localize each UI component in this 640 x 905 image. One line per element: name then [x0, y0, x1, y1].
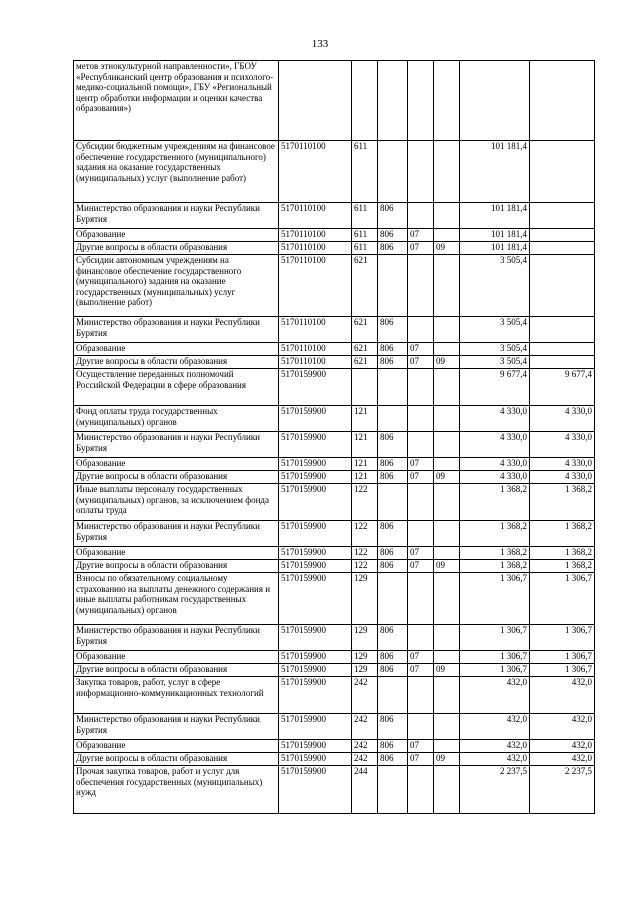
cell-subsection-code	[434, 521, 460, 547]
cell-amount-2: 9 677,4	[530, 369, 595, 406]
cell-ministry-code: 806	[378, 560, 408, 573]
cell-ministry-code	[378, 484, 408, 521]
cell-amount-2	[530, 141, 595, 203]
cell-target-code: 5170159900	[279, 432, 352, 458]
table-body	[74, 61, 595, 814]
cell-expense-type: 242	[352, 753, 378, 766]
table-row	[74, 242, 595, 255]
cell-ministry-code: 806	[378, 651, 408, 664]
cell-subsection-code	[434, 141, 460, 203]
table-row	[74, 203, 595, 229]
cell-section-code	[408, 484, 434, 521]
cell-ministry-code: 806	[378, 625, 408, 651]
cell-target-code: 5170159900	[279, 677, 352, 714]
table-row	[74, 471, 595, 484]
cell-section-code	[408, 677, 434, 714]
cell-amount-1: 3 505,4	[460, 356, 530, 369]
cell-amount-1: 1 368,2	[460, 547, 530, 560]
cell-amount-2: 1 368,2	[530, 484, 595, 521]
cell-expense-type: 621	[352, 343, 378, 356]
cell-ministry-code	[378, 766, 408, 814]
cell-expense-type: 121	[352, 471, 378, 484]
cell-section-code: 07	[408, 458, 434, 471]
cell-expense-type: 121	[352, 458, 378, 471]
cell-row-name: Министерство образования и науки Республики Бурятия	[74, 432, 279, 458]
cell-row-name: Образование	[74, 740, 279, 753]
cell-amount-2: 4 330,0	[530, 432, 595, 458]
cell-expense-type: 611	[352, 229, 378, 242]
table-row	[74, 521, 595, 547]
cell-expense-type: 122	[352, 521, 378, 547]
cell-row-name: Другие вопросы в области образования	[74, 753, 279, 766]
cell-expense-type: 242	[352, 740, 378, 753]
cell-target-code: 5170159900	[279, 471, 352, 484]
cell-target-code: 5170110100	[279, 203, 352, 229]
cell-section-code: 07	[408, 547, 434, 560]
cell-section-code	[408, 317, 434, 343]
cell-ministry-code: 806	[378, 471, 408, 484]
table-row	[74, 651, 595, 664]
cell-amount-2: 2 237,5	[530, 766, 595, 814]
cell-ministry-code	[378, 677, 408, 714]
cell-expense-type: 242	[352, 677, 378, 714]
cell-section-code: 07	[408, 740, 434, 753]
cell-ministry-code	[378, 141, 408, 203]
cell-subsection-code	[434, 458, 460, 471]
cell-target-code: 5170110100	[279, 343, 352, 356]
cell-amount-1: 1 368,2	[460, 521, 530, 547]
cell-expense-type: 122	[352, 547, 378, 560]
cell-section-code: 07	[408, 229, 434, 242]
cell-amount-2	[530, 356, 595, 369]
cell-section-code: 07	[408, 664, 434, 677]
cell-amount-1: 432,0	[460, 677, 530, 714]
cell-amount-2: 1 368,2	[530, 521, 595, 547]
cell-subsection-code	[434, 677, 460, 714]
cell-target-code: 5170110100	[279, 242, 352, 255]
cell-target-code	[279, 61, 352, 141]
cell-subsection-code	[434, 229, 460, 242]
cell-row-name: метов этнокультурной направленности», ГБОУ «Республиканский центр образования и психолого-медико-социальной помощи», ГБУ «Региональный центр обработки информации и оценки качества образования»)	[74, 61, 279, 141]
cell-amount-1: 101 181,4	[460, 229, 530, 242]
cell-ministry-code: 806	[378, 714, 408, 740]
cell-row-name: Фонд оплаты труда государственных (муниципальных) органов	[74, 406, 279, 432]
cell-ministry-code: 806	[378, 458, 408, 471]
cell-amount-1: 3 505,4	[460, 255, 530, 317]
cell-expense-type: 611	[352, 203, 378, 229]
cell-ministry-code: 806	[378, 203, 408, 229]
table-row	[74, 753, 595, 766]
cell-section-code	[408, 255, 434, 317]
cell-amount-2: 1 368,2	[530, 560, 595, 573]
cell-amount-2	[530, 255, 595, 317]
cell-target-code: 5170159900	[279, 651, 352, 664]
cell-section-code: 07	[408, 471, 434, 484]
table-row	[74, 343, 595, 356]
cell-section-code: 07	[408, 242, 434, 255]
cell-row-name: Другие вопросы в области образования	[74, 356, 279, 369]
cell-target-code: 5170159900	[279, 406, 352, 432]
cell-expense-type: 129	[352, 664, 378, 677]
cell-target-code: 5170159900	[279, 573, 352, 625]
cell-expense-type: 621	[352, 317, 378, 343]
cell-amount-1: 9 677,4	[460, 369, 530, 406]
cell-section-code	[408, 573, 434, 625]
cell-row-name: Прочая закупка товаров, работ и услуг для обеспечения государственных (муниципальных) нужд	[74, 766, 279, 814]
cell-amount-1: 101 181,4	[460, 242, 530, 255]
cell-expense-type: 129	[352, 573, 378, 625]
cell-amount-1: 432,0	[460, 740, 530, 753]
table-row	[74, 229, 595, 242]
cell-expense-type: 621	[352, 356, 378, 369]
cell-subsection-code	[434, 766, 460, 814]
cell-row-name: Другие вопросы в области образования	[74, 471, 279, 484]
cell-expense-type	[352, 61, 378, 141]
cell-target-code: 5170159900	[279, 753, 352, 766]
cell-subsection-code	[434, 317, 460, 343]
cell-row-name: Другие вопросы в области образования	[74, 242, 279, 255]
cell-amount-1: 2 237,5	[460, 766, 530, 814]
cell-amount-1: 432,0	[460, 714, 530, 740]
table-row	[74, 677, 595, 714]
cell-target-code: 5170159900	[279, 766, 352, 814]
cell-amount-2: 432,0	[530, 714, 595, 740]
cell-amount-1: 1 306,7	[460, 664, 530, 677]
cell-amount-2	[530, 61, 595, 141]
cell-row-name: Субсидии автономным учреждениям на финансовое обеспечение государственного (муниципального) задания на оказание государственных (муниципальных) услуг (выполнение работ)	[74, 255, 279, 317]
cell-row-name: Иные выплаты персоналу государственных (муниципальных) органов, за исключением фонда оплаты труда	[74, 484, 279, 521]
cell-row-name: Закупка товаров, работ, услуг в сфере информационно-коммуникационных технологий	[74, 677, 279, 714]
cell-row-name: Министерство образования и науки Республики Бурятия	[74, 317, 279, 343]
cell-target-code: 5170159900	[279, 625, 352, 651]
cell-target-code: 5170110100	[279, 229, 352, 242]
cell-amount-2	[530, 229, 595, 242]
cell-target-code: 5170159900	[279, 714, 352, 740]
cell-subsection-code: 09	[434, 753, 460, 766]
table-row	[74, 664, 595, 677]
cell-row-name: Образование	[74, 547, 279, 560]
cell-ministry-code	[378, 61, 408, 141]
cell-amount-1: 101 181,4	[460, 203, 530, 229]
cell-ministry-code: 806	[378, 432, 408, 458]
cell-amount-2: 1 306,7	[530, 651, 595, 664]
cell-target-code: 5170110100	[279, 356, 352, 369]
cell-section-code	[408, 766, 434, 814]
cell-amount-1: 3 505,4	[460, 343, 530, 356]
cell-subsection-code	[434, 203, 460, 229]
cell-amount-1: 1 306,7	[460, 651, 530, 664]
cell-amount-1: 1 368,2	[460, 484, 530, 521]
cell-section-code	[408, 61, 434, 141]
budget-table	[73, 60, 595, 814]
cell-subsection-code	[434, 573, 460, 625]
table-row	[74, 141, 595, 203]
cell-subsection-code	[434, 61, 460, 141]
cell-amount-2: 4 330,0	[530, 406, 595, 432]
cell-amount-1: 432,0	[460, 753, 530, 766]
cell-section-code	[408, 406, 434, 432]
cell-row-name: Другие вопросы в области образования	[74, 560, 279, 573]
table-row	[74, 317, 595, 343]
cell-subsection-code	[434, 714, 460, 740]
cell-section-code: 07	[408, 753, 434, 766]
cell-subsection-code	[434, 484, 460, 521]
cell-expense-type: 611	[352, 141, 378, 203]
cell-amount-2	[530, 343, 595, 356]
page-number: 133	[311, 38, 329, 50]
cell-ministry-code: 806	[378, 356, 408, 369]
cell-expense-type: 242	[352, 714, 378, 740]
cell-target-code: 5170159900	[279, 740, 352, 753]
cell-amount-2: 432,0	[530, 677, 595, 714]
cell-section-code	[408, 203, 434, 229]
cell-amount-2	[530, 242, 595, 255]
cell-section-code: 07	[408, 343, 434, 356]
cell-section-code	[408, 625, 434, 651]
cell-expense-type: 121	[352, 406, 378, 432]
cell-amount-1	[460, 61, 530, 141]
cell-row-name: Министерство образования и науки Республики Бурятия	[74, 521, 279, 547]
cell-expense-type: 122	[352, 560, 378, 573]
cell-ministry-code	[378, 369, 408, 406]
cell-amount-1: 4 330,0	[460, 458, 530, 471]
cell-ministry-code	[378, 406, 408, 432]
table-row	[74, 573, 595, 625]
table-row	[74, 61, 595, 141]
cell-section-code	[408, 521, 434, 547]
cell-amount-1: 4 330,0	[460, 406, 530, 432]
cell-amount-2: 432,0	[530, 740, 595, 753]
cell-amount-2: 1 306,7	[530, 573, 595, 625]
cell-ministry-code: 806	[378, 343, 408, 356]
table-row	[74, 625, 595, 651]
cell-section-code	[408, 432, 434, 458]
cell-subsection-code: 09	[434, 664, 460, 677]
table-row	[74, 714, 595, 740]
cell-section-code: 07	[408, 651, 434, 664]
table-row	[74, 356, 595, 369]
cell-row-name: Взносы по обязательному социальному страхованию на выплаты денежного содержания и иные выплаты работникам государственных (муниципальных) органов	[74, 573, 279, 625]
cell-expense-type	[352, 369, 378, 406]
cell-expense-type: 621	[352, 255, 378, 317]
cell-expense-type: 121	[352, 432, 378, 458]
cell-row-name: Другие вопросы в области образования	[74, 664, 279, 677]
cell-row-name: Министерство образования и науки Республики Бурятия	[74, 714, 279, 740]
cell-row-name: Образование	[74, 229, 279, 242]
cell-amount-2: 1 368,2	[530, 547, 595, 560]
cell-target-code: 5170110100	[279, 141, 352, 203]
cell-ministry-code: 806	[378, 664, 408, 677]
cell-subsection-code	[434, 740, 460, 753]
cell-row-name: Образование	[74, 651, 279, 664]
cell-ministry-code	[378, 255, 408, 317]
cell-target-code: 5170159900	[279, 369, 352, 406]
cell-target-code: 5170159900	[279, 664, 352, 677]
cell-subsection-code	[434, 255, 460, 317]
cell-row-name: Образование	[74, 458, 279, 471]
cell-subsection-code	[434, 625, 460, 651]
cell-amount-1: 4 330,0	[460, 471, 530, 484]
cell-amount-1: 3 505,4	[460, 317, 530, 343]
cell-target-code: 5170159900	[279, 484, 352, 521]
cell-amount-1: 4 330,0	[460, 432, 530, 458]
table-row	[74, 740, 595, 753]
cell-ministry-code: 806	[378, 317, 408, 343]
cell-section-code	[408, 141, 434, 203]
cell-subsection-code	[434, 547, 460, 560]
cell-amount-2: 1 306,7	[530, 625, 595, 651]
cell-amount-1: 1 368,2	[460, 560, 530, 573]
cell-row-name: Образование	[74, 343, 279, 356]
cell-subsection-code	[434, 343, 460, 356]
cell-ministry-code: 806	[378, 753, 408, 766]
cell-target-code: 5170110100	[279, 317, 352, 343]
cell-target-code: 5170110100	[279, 255, 352, 317]
table-row	[74, 369, 595, 406]
cell-expense-type: 244	[352, 766, 378, 814]
cell-amount-2: 4 330,0	[530, 471, 595, 484]
cell-row-name: Министерство образования и науки Республики Бурятия	[74, 203, 279, 229]
cell-amount-1: 1 306,7	[460, 573, 530, 625]
cell-subsection-code: 09	[434, 471, 460, 484]
cell-amount-1: 1 306,7	[460, 625, 530, 651]
cell-expense-type: 129	[352, 625, 378, 651]
cell-ministry-code: 806	[378, 547, 408, 560]
cell-subsection-code: 09	[434, 242, 460, 255]
cell-ministry-code	[378, 573, 408, 625]
cell-ministry-code: 806	[378, 521, 408, 547]
cell-amount-2: 1 306,7	[530, 664, 595, 677]
cell-section-code: 07	[408, 560, 434, 573]
cell-subsection-code	[434, 406, 460, 432]
cell-amount-1: 101 181,4	[460, 141, 530, 203]
cell-section-code: 07	[408, 356, 434, 369]
cell-target-code: 5170159900	[279, 521, 352, 547]
cell-row-name: Субсидии бюджетным учреждениям на финансовое обеспечение государственного (муниципального) задания на оказание государственных (муниципальных) услуг (выполнение работ)	[74, 141, 279, 203]
cell-subsection-code	[434, 651, 460, 664]
cell-section-code	[408, 714, 434, 740]
table-row	[74, 484, 595, 521]
cell-row-name: Министерство образования и науки Республики Бурятия	[74, 625, 279, 651]
table-row	[74, 406, 595, 432]
cell-amount-2	[530, 317, 595, 343]
cell-ministry-code: 806	[378, 242, 408, 255]
table-row	[74, 560, 595, 573]
cell-expense-type: 611	[352, 242, 378, 255]
cell-expense-type: 129	[352, 651, 378, 664]
cell-amount-2: 4 330,0	[530, 458, 595, 471]
cell-ministry-code: 806	[378, 229, 408, 242]
cell-target-code: 5170159900	[279, 560, 352, 573]
cell-target-code: 5170159900	[279, 458, 352, 471]
table-row	[74, 766, 595, 814]
cell-section-code	[408, 369, 434, 406]
table-row	[74, 255, 595, 317]
cell-subsection-code	[434, 432, 460, 458]
table-row	[74, 458, 595, 471]
cell-subsection-code: 09	[434, 560, 460, 573]
cell-amount-2: 432,0	[530, 753, 595, 766]
cell-amount-2	[530, 203, 595, 229]
cell-expense-type: 122	[352, 484, 378, 521]
cell-target-code: 5170159900	[279, 547, 352, 560]
table-row	[74, 547, 595, 560]
cell-subsection-code	[434, 369, 460, 406]
cell-row-name: Осуществление переданных полномочий Российской Федерации в сфере образования	[74, 369, 279, 406]
cell-ministry-code: 806	[378, 740, 408, 753]
table-row	[74, 432, 595, 458]
cell-subsection-code: 09	[434, 356, 460, 369]
